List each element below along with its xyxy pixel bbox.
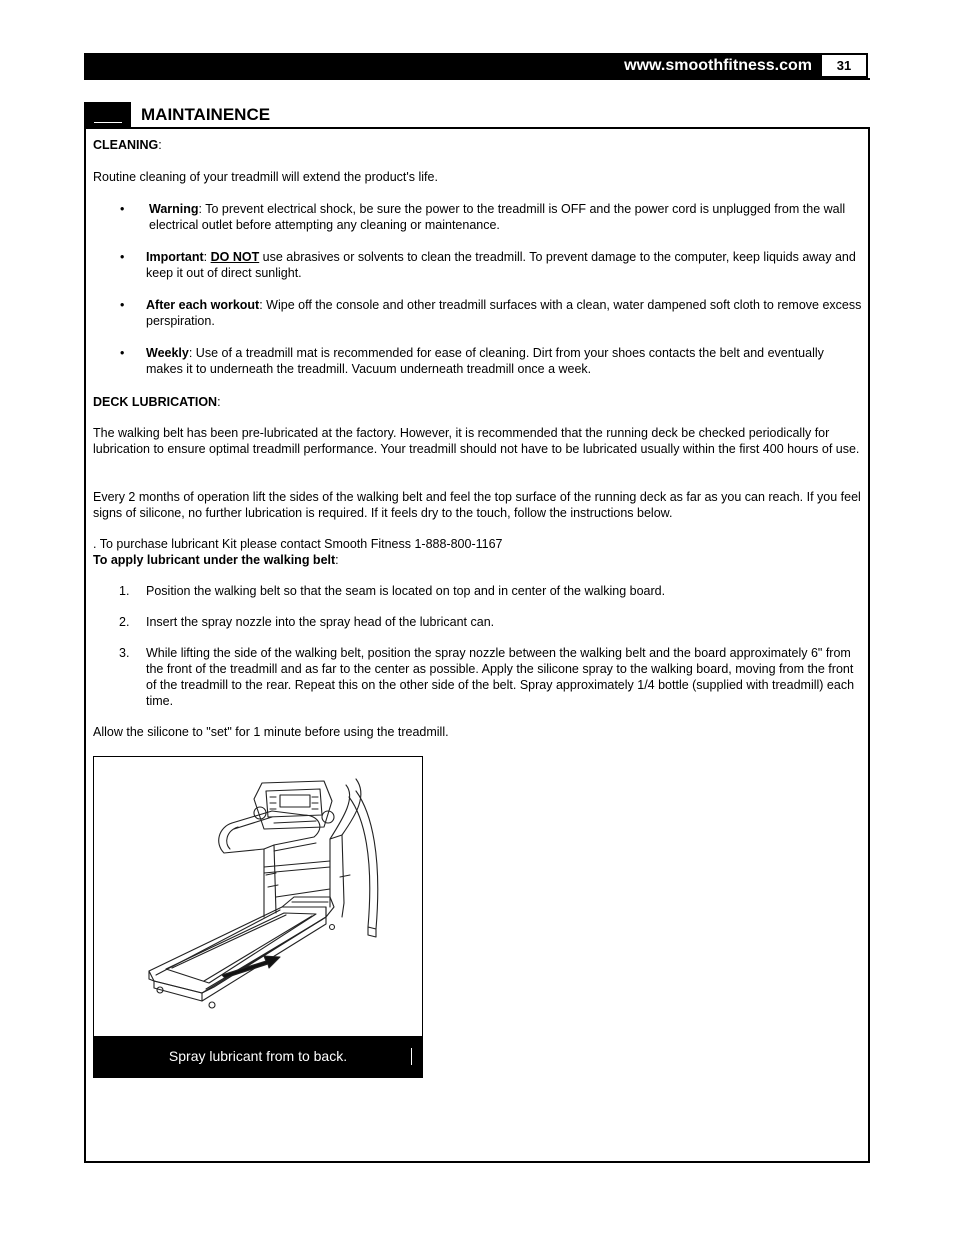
closing-note: Allow the silicone to "set" for 1 minute before using the treadmill. — [93, 725, 449, 739]
bullet-icon: • — [120, 346, 125, 360]
website-url: www.smoothfitness.com — [624, 57, 812, 74]
treadmill-figure — [93, 756, 423, 1078]
deck-paragraph-2: Every 2 months of operation lift the sides of the walking belt and feel the top surface of the running deck as far as you can reach. If you feel signs of silicone, no further lubrication is required. If it feels dry to the touch, follow the instructions below. — [93, 490, 861, 520]
bullet-icon: • — [120, 202, 125, 216]
section-tab-divider — [130, 102, 134, 128]
section-tab — [84, 102, 130, 128]
apply-heading: To apply lubricant under the walking belt: — [93, 553, 339, 567]
figure-caption: Spray lubricant from to back. — [168, 1048, 348, 1064]
header-divider — [84, 78, 870, 80]
deck-heading: DECK LUBRICATION: — [93, 395, 221, 409]
treadmill-illustration-icon — [94, 757, 422, 1037]
caption-divider — [411, 1048, 412, 1065]
cleaning-intro: Routine cleaning of your treadmill will extend the product's life. — [93, 170, 438, 184]
deck-paragraph-1: The walking belt has been pre-lubricated at the factory. However, it is recommended that the running deck be checked periodically for lubrication to ensure optimal treadmill performance. Your treadmill should not have to be lubricated usually within the first 400 hours of use. — [93, 426, 860, 456]
section-title: MAINTAINENCE — [141, 105, 271, 124]
bullet-icon: • — [120, 298, 125, 312]
cleaning-heading: CLEANING: — [93, 138, 162, 152]
section-tab-line — [94, 122, 122, 123]
header-bar — [84, 53, 820, 78]
page-number: 31 — [820, 53, 868, 78]
bullet-icon: • — [120, 250, 125, 264]
purchase-note: . To purchase lubricant Kit please contact Smooth Fitness 1-888-800-1167 — [93, 537, 503, 551]
caption-bar — [94, 1036, 422, 1077]
